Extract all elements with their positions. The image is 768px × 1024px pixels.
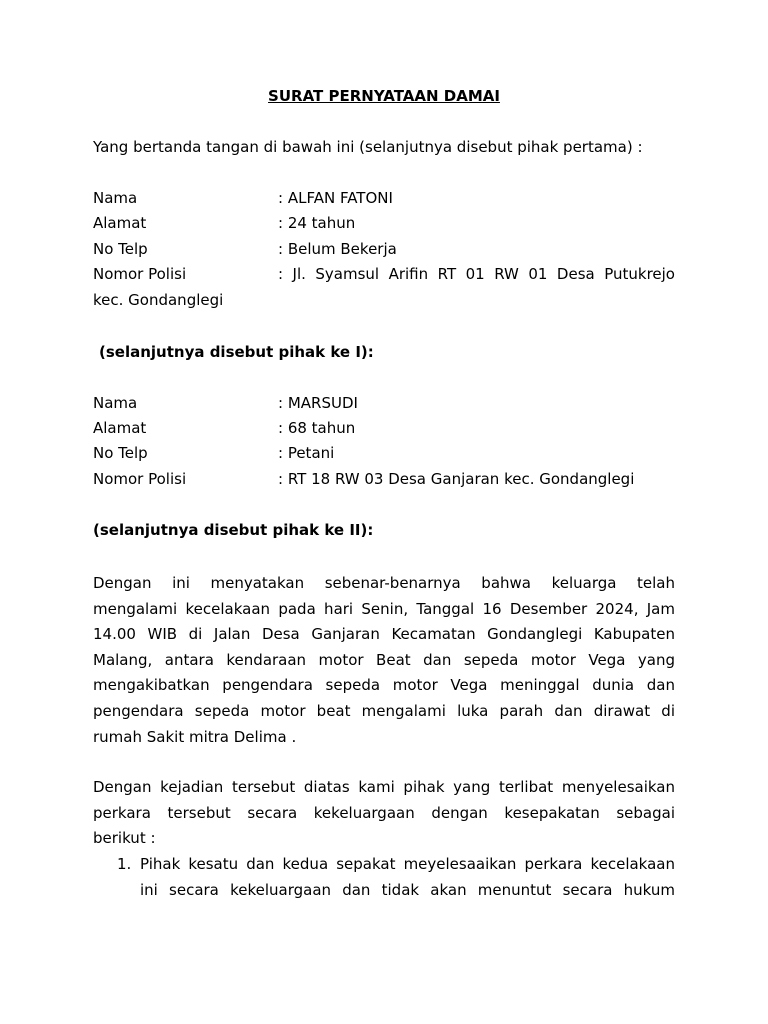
party2-telp-value: : Petani xyxy=(278,444,335,462)
party2-alamat-label: Alamat xyxy=(93,419,147,437)
party1-polisi-value-cont: kec. Gondanglegi xyxy=(93,291,224,309)
party1-alamat-label: Alamat xyxy=(93,214,147,232)
party2-heading: (selanjutnya disebut pihak ke II): xyxy=(93,521,374,539)
document-title: SURAT PERNYATAAN DAMAI xyxy=(268,87,500,105)
party2-nama-label: Nama xyxy=(93,394,138,412)
intro-text: Yang bertanda tangan di bawah ini (selanjutnya disebut pihak pertama) : xyxy=(93,138,643,156)
paragraph-line: rumah Sakit mitra Delima . xyxy=(93,727,297,746)
party1-polisi-value: : Jl. Syamsul Arifin RT 01 RW 01 Desa Putukrejo xyxy=(278,265,675,283)
paragraph-line: mengakibatkan pengendara sepeda motor Vega meninggal dunia dan xyxy=(93,676,675,695)
party1-alamat-value: : 24 tahun xyxy=(278,214,356,232)
party1-telp-value: : Belum Bekerja xyxy=(278,240,397,258)
paragraph-line: Dengan kejadian tersebut diatas kami pihak yang terlibat menyelesaikan xyxy=(93,778,675,796)
party2-polisi-value: : RT 18 RW 03 Desa Ganjaran kec. Gondanglegi xyxy=(278,470,635,488)
party2-alamat-value: : 68 tahun xyxy=(278,419,356,437)
paragraph-line: 14.00 WIB di Jalan Desa Ganjaran Kecamatan Gondanglegi Kabupaten xyxy=(93,625,675,644)
list-item-line: ini secara kekeluargaan dan tidak akan menuntut secara hukum xyxy=(140,880,675,899)
party2-telp-label: No Telp xyxy=(93,444,148,462)
paragraph-line: pengendara sepeda motor beat mengalami luka parah dan dirawat di xyxy=(93,701,675,720)
paragraph-line: berikut : xyxy=(93,829,156,848)
party1-polisi-row xyxy=(93,264,675,284)
party1-heading: (selanjutnya disebut pihak ke I): xyxy=(99,343,374,361)
party1-telp-label: No Telp xyxy=(93,240,148,258)
list-item-number: 1. xyxy=(117,855,132,873)
party2-polisi-label: Nomor Polisi xyxy=(93,470,187,488)
paragraph-agreement xyxy=(93,775,675,852)
list-item-body xyxy=(140,852,675,903)
paragraph-line: Dengan ini menyatakan sebenar-benarnya bahwa keluarga telah xyxy=(93,574,675,592)
party1-nama-label: Nama xyxy=(93,189,138,207)
paragraph-line: mengalami kecelakaan pada hari Senin, Tanggal 16 Desember 2024, Jam xyxy=(93,599,675,618)
party1-nama-value: : ALFAN FATONI xyxy=(278,189,393,207)
paragraph-line: perkara tersebut secara kekeluargaan dengan kesepakatan sebagai xyxy=(93,803,675,822)
list-item-line: Pihak kesatu dan kedua sepakat meyelesaaikan perkara kecelakaan xyxy=(140,855,675,873)
party1-polisi-label: Nomor Polisi xyxy=(93,265,187,283)
paragraph-statement xyxy=(93,571,675,750)
paragraph-line: Malang, antara kendaraan motor Beat dan sepeda motor Vega yang xyxy=(93,650,675,669)
party2-nama-value: : MARSUDI xyxy=(278,394,358,412)
